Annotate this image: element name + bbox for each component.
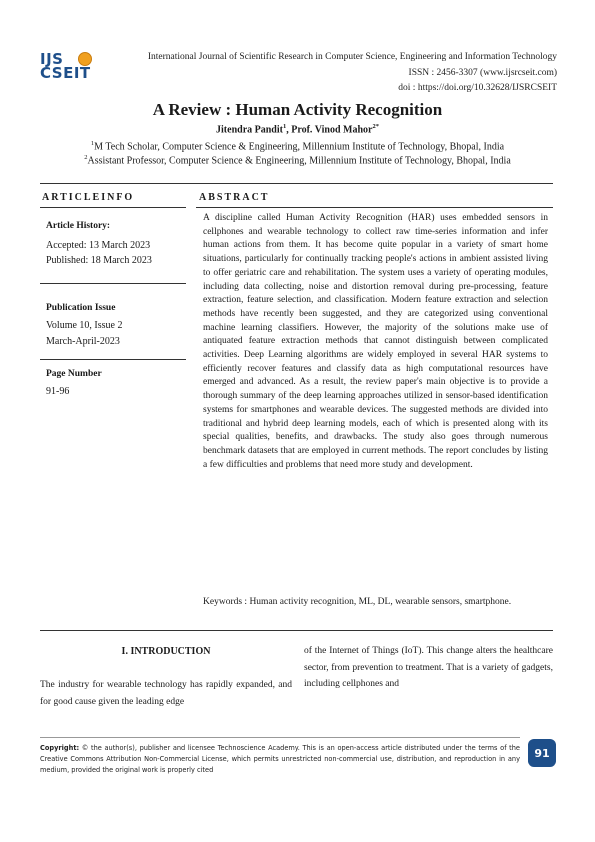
page-number-label: Page Number (46, 369, 102, 379)
affiliation-2 (0, 154, 595, 166)
abstract-heading: ABSTRACT (199, 192, 270, 203)
author-separator: , (286, 124, 292, 136)
footer-rule (40, 737, 520, 738)
journal-issn: ISSN : 2456-3307 (www.ijsrcseit.com) (408, 68, 557, 78)
info-divider-2 (40, 359, 186, 360)
affiliation-1-sup: 1 (90, 140, 95, 147)
paper-title: A Review : Human Activity Recognition (152, 100, 443, 119)
info-divider-1 (40, 283, 186, 284)
affiliation-2-sup: 2 (84, 154, 88, 161)
volume-issue: Volume 10, Issue 2 (46, 320, 123, 331)
abstract-header-rule (196, 207, 553, 208)
introduction-col-2: of the Internet of Things (IoT). This change alters the healthcare sector, from prevention to treatment. That is a variety of gadgets, including cellphones and (304, 646, 553, 689)
author-2: Prof. Vinod Mahor (291, 124, 373, 136)
abstract-text: A discipline called Human Activity Recognition (HAR) uses embedded sensors in cellphones and wearable technology to collect raw time-series information and infer human actions from them. It has become quite popular in a variety of smart home situations, particularly for continually tracking people's actions in ambient assisted living to offer geriatric care and rehabilitation. The system uses a variety of operating modules, including data collecting, noise and distortion removal during pre-processing, feature extraction, feature selection, and classification. Modern feature extraction and selection methods have recently been suggested, and they are categorized using conventional machine learning classifiers. However, the majority of the solutions make use of antiquated feature extraction methods that cannot distinguish between complicated activities. Deep Learning algorithms are widely employed in several HAR systems to efficiently recover features and classify data as high computational resources have emerged and advanced. As a result, the review paper's main objective is to provide a thorough summary of the deep learning approaches utilized in sensor-based identification systems for smartphones and wearable devices. The suggested methods are divided into traditional and hybrid deep learning models, each of which is presented along with its special qualities, benefits, and drawbacks. The study also goes through numerous benchmark datasets that are employed in current methods. The report concludes by listing a few difficulties and problems that need more study and development. (203, 213, 548, 470)
journal-logo (40, 50, 98, 86)
top-rule (40, 183, 553, 184)
issue-period: March-April-2023 (46, 336, 120, 347)
logo-text-bottom: CSEIT (40, 64, 91, 82)
affiliation-1-text: M Tech Scholar, Computer Science & Engineering, Millennium Institute of Technology, Bhopal, India (94, 141, 505, 153)
author-line (0, 123, 595, 135)
page-number-badge: 91 (528, 739, 556, 767)
info-header-rule (40, 207, 186, 208)
abstract-body (203, 212, 548, 472)
affiliation-2-text: Assistant Professor, Computer Science & Engineering, Millennium Institute of Technology, Bhopal, India (87, 155, 511, 167)
author-1: Jitendra Pandit (216, 124, 283, 136)
bottom-rule (40, 630, 553, 631)
publication-issue-label: Publication Issue (46, 303, 116, 313)
article-history-label: Article History: (46, 221, 111, 231)
journal-doi: doi : https://doi.org/10.32628/IJSRCSEIT (398, 83, 557, 93)
author-1-sup: 1 (282, 123, 287, 130)
page-range: 91-96 (46, 386, 70, 397)
published-date: Published: 18 March 2023 (46, 255, 152, 266)
journal-name: International Journal of Scientific Research in Computer Science, Engineering and Information Technology (147, 52, 557, 62)
copyright-label: Copyright: (40, 744, 80, 752)
introduction-heading: I. INTRODUCTION (121, 646, 211, 657)
author-2-sup: 2* (372, 123, 379, 130)
accepted-date: Accepted: 13 March 2023 (46, 240, 151, 251)
copyright-notice (40, 743, 520, 777)
keywords: Keywords : Human activity recognition, ML, DL, wearable sensors, smartphone. (203, 597, 512, 607)
logo-text-top: IJS (40, 50, 64, 68)
copyright-text: © the author(s), publisher and licensee Technoscience Academy. This is an open-access article distributed under the terms of the Creative Commons Attribution Non-Commercial License, which permits unrestricted non-commercial use, distribution, and reproduction in any medium, provided the original work is properly cited (40, 744, 520, 775)
affiliation-1 (0, 140, 595, 152)
article-info-heading: ARTICLEINFO (42, 192, 135, 203)
introduction-col-1: The industry for wearable technology has rapidly expanded, and for good cause given the leading edge (40, 680, 292, 707)
